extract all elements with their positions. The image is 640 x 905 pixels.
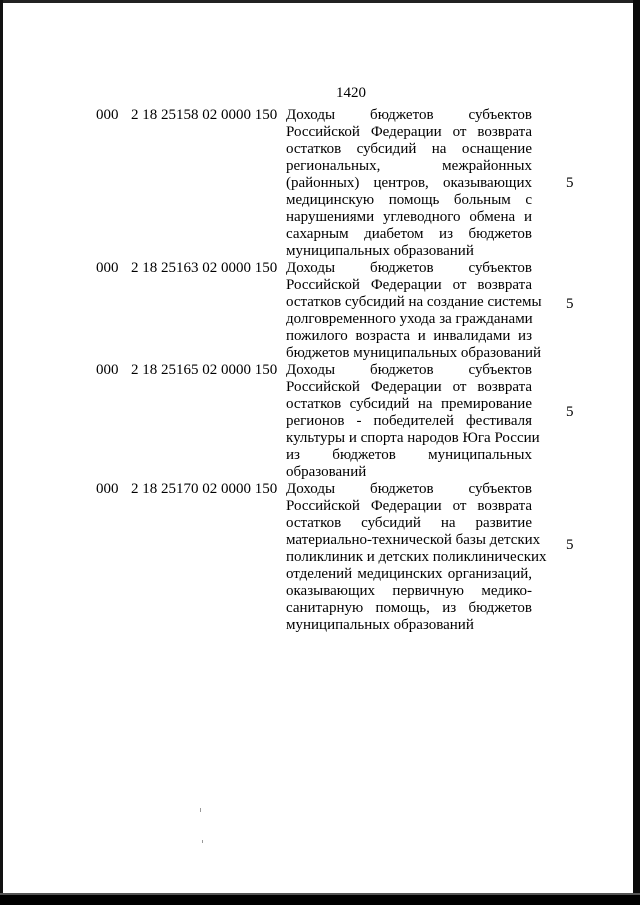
description-line: (районных) центров, оказывающих bbox=[286, 175, 532, 191]
description-line: Российской Федерации от возврата bbox=[286, 124, 532, 140]
admin-code: 000 bbox=[96, 260, 119, 276]
scan-edge-top bbox=[0, 0, 640, 3]
description-line: Российской Федерации от возврата bbox=[286, 379, 532, 395]
description-line: культуры и спорта народов Юга России bbox=[286, 430, 540, 446]
description-line: остатков субсидий на развитие bbox=[286, 515, 532, 531]
description-line: бюджетов муниципальных образований bbox=[286, 345, 542, 361]
description-line: Доходы бюджетов субъектов bbox=[286, 362, 532, 378]
scan-edge-left bbox=[0, 0, 3, 905]
description-line: сахарным диабетом из бюджетов bbox=[286, 226, 532, 242]
budget-classification-code: 2 18 25165 02 0000 150 bbox=[131, 362, 278, 378]
admin-code: 000 bbox=[96, 481, 119, 497]
description-line: муниципальных образований bbox=[286, 243, 474, 259]
amount-value: 5 bbox=[566, 296, 574, 312]
income-description bbox=[286, 260, 542, 362]
description-line: материально-технической базы детских bbox=[286, 532, 541, 548]
amount-value: 5 bbox=[566, 404, 574, 420]
amount-value: 5 bbox=[566, 537, 574, 553]
scan-speck bbox=[202, 840, 203, 843]
description-line: долговременного ухода за гражданами bbox=[286, 311, 533, 327]
description-line: санитарную помощь, из бюджетов bbox=[286, 600, 532, 616]
income-description bbox=[286, 481, 547, 634]
budget-classification-code: 2 18 25163 02 0000 150 bbox=[131, 260, 278, 276]
description-line: Российской Федерации от возврата bbox=[286, 277, 532, 293]
description-line: пожилого возраста и инвалидами из bbox=[286, 328, 532, 344]
description-line: Российской Федерации от возврата bbox=[286, 498, 532, 514]
description-line: Доходы бюджетов субъектов bbox=[286, 260, 532, 276]
description-line: поликлиник и детских поликлинических bbox=[286, 549, 547, 565]
description-line: Доходы бюджетов субъектов bbox=[286, 107, 532, 123]
description-line: оказывающих первичную медико- bbox=[286, 583, 532, 599]
description-line: муниципальных образований bbox=[286, 617, 474, 633]
description-line: отделений медицинских организаций, bbox=[286, 566, 532, 582]
description-line: региональных, межрайонных bbox=[286, 158, 532, 174]
admin-code: 000 bbox=[96, 107, 119, 123]
income-description bbox=[286, 107, 532, 260]
description-line: нарушениями углеводного обмена и bbox=[286, 209, 532, 225]
description-line: регионов - победителей фестиваля bbox=[286, 413, 532, 429]
description-line: остатков субсидий на оснащение bbox=[286, 141, 532, 157]
description-line: медицинскую помощь больным с bbox=[286, 192, 532, 208]
scan-edge-right bbox=[633, 0, 640, 905]
budget-classification-code: 2 18 25158 02 0000 150 bbox=[131, 107, 278, 123]
income-description bbox=[286, 362, 540, 481]
scan-edge-bottom bbox=[0, 895, 640, 905]
scan-speck bbox=[200, 808, 201, 812]
description-line: Доходы бюджетов субъектов bbox=[286, 481, 532, 497]
description-line: остатков субсидий на премирование bbox=[286, 396, 532, 412]
description-line: остатков субсидий на создание системы bbox=[286, 294, 542, 310]
amount-value: 5 bbox=[566, 175, 574, 191]
description-line: из бюджетов муниципальных bbox=[286, 447, 532, 463]
budget-classification-code: 2 18 25170 02 0000 150 bbox=[131, 481, 278, 497]
admin-code: 000 bbox=[96, 362, 119, 378]
description-line: образований bbox=[286, 464, 367, 480]
page-number: 1420 bbox=[336, 85, 366, 101]
